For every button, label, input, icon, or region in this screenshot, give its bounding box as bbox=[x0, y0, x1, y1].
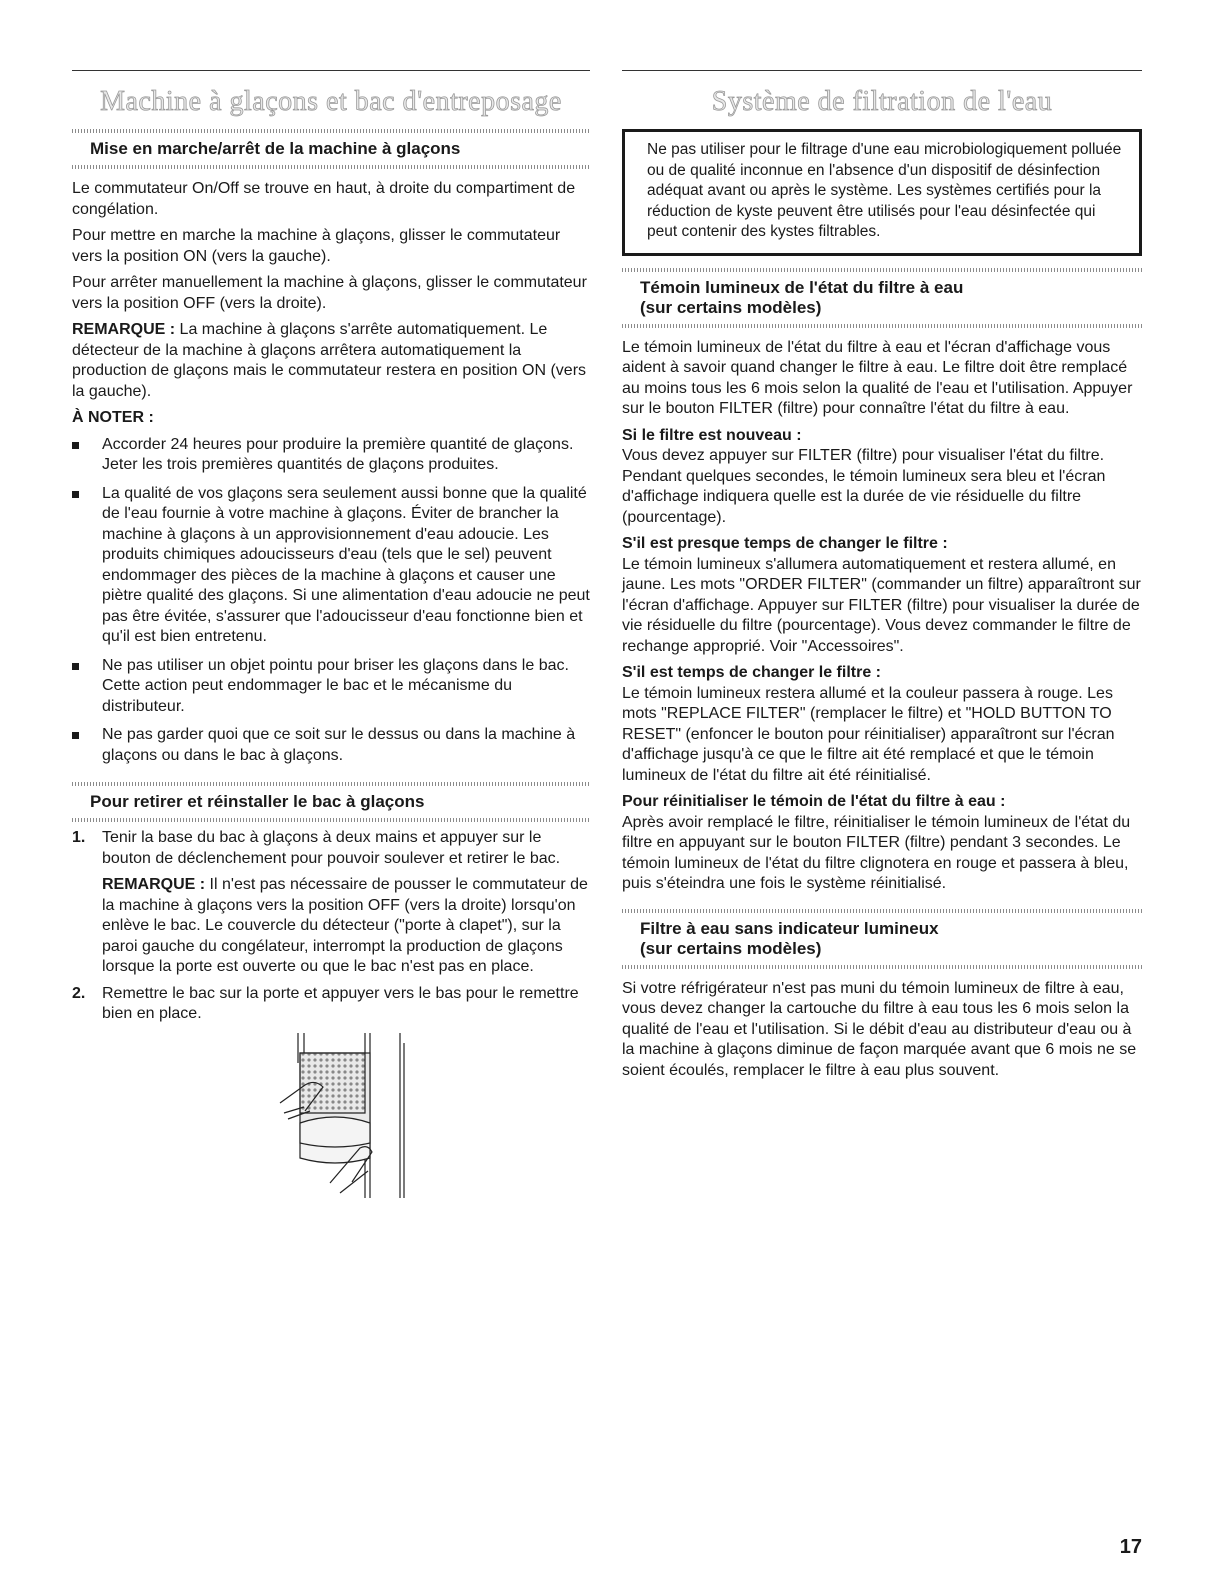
subheading-line: Filtre à eau sans indicateur lumineux bbox=[640, 918, 939, 938]
step-item bbox=[72, 984, 590, 1025]
ice-bin-illustration bbox=[270, 1033, 432, 1198]
paragraph: Le commutateur On/Off se trouve en haut, à droite du compartiment de congélation. bbox=[72, 180, 576, 218]
remarque-paragraph bbox=[102, 875, 590, 978]
hatch-divider bbox=[622, 268, 1142, 272]
subsection-text: Vous devez appuyer sur FILTER (filtre) pour visualiser l'état du filtre. Pendant quelques secondes, le témoin lumineux sera bleu et l'écran d'affichage indiquera quelle est la durée de vie résiduelle du filtre (pourcentage). bbox=[622, 447, 1106, 526]
paragraph: Pour mettre en marche la machine à glaçons, glisser le commutateur vers la position ON (vers la gauche). bbox=[72, 227, 561, 265]
right-column bbox=[622, 70, 1142, 1087]
paragraph: Pour arrêter manuellement la machine à glaçons, glisser le commutateur vers la position OFF (vers la droite). bbox=[72, 274, 587, 312]
step-text: Remettre le bac sur la porte et appuyer vers le bas pour le remettre bien en place. bbox=[102, 984, 579, 1022]
subsection bbox=[622, 792, 1142, 895]
subsection-label: Si le filtre est nouveau : bbox=[622, 426, 802, 444]
hatch-divider bbox=[72, 129, 590, 133]
subsection-text: Le témoin lumineux s'allumera automatiquement et restera allumé, en jaune. Les mots "ORDER FILTER" (commander un filtre) apparaîtront sur l'écran d'affichage. Appuyer sur FILTER (filtre) pour visualiser la durée de vie résiduelle du filtre (pourcentage). Vous devez commander le filtre de rechange approprié. Voir "Accessoires". bbox=[622, 555, 1141, 655]
subsection bbox=[622, 663, 1142, 786]
hatch-divider bbox=[622, 324, 1142, 328]
subsection bbox=[622, 426, 1142, 529]
hatch-divider bbox=[622, 965, 1142, 969]
subsection-text: Après avoir remplacé le filtre, réinitialiser le témoin lumineux de l'état du filtre en appuyant sur le bouton FILTER (filtre) pendant 3 secondes. Le témoin lumineux de l'état du filtre clignotera en rouge et passera à bleu, puis s'éteindra une fois le système réinitialisé. bbox=[622, 813, 1131, 892]
bullet-list bbox=[72, 435, 590, 767]
subsection bbox=[622, 534, 1142, 657]
step-item bbox=[72, 828, 590, 978]
step-number: 1. bbox=[72, 829, 86, 846]
hatch-divider bbox=[72, 818, 590, 822]
remarque-text: La machine à glaçons s'arrête automatiquement. Le détecteur de la machine à glaçons arrêtera automatiquement la production de glaçons mais le commutateur restera en position ON (vers la gauche). bbox=[72, 321, 587, 400]
list-item: La qualité de vos glaçons sera seulement aussi bonne que la qualité de l'eau fournie à votre machine à glaçons. Éviter de brancher la machine à glaçons à un approvisionnement d'eau adoucie. Les produits chimiques adoucisseurs d'eau (tels que le sel) peuvent endommager des pièces de la machine à glaçons et causer une piètre qualité des glaçons. Si une alimentation d'eau adoucie ne peut pas être évitée, s'assurer que l'adoucisseur d'eau fonctionne bien et qu'il est bien entretenu. bbox=[72, 484, 590, 648]
subheading-on-off: Mise en marche/arrêt de la machine à glaçons bbox=[90, 139, 461, 158]
subheading-line: Témoin lumineux de l'état du filtre à eau bbox=[640, 277, 964, 297]
hatch-divider bbox=[622, 909, 1142, 913]
remarque-label: REMARQUE : bbox=[102, 876, 206, 893]
top-rule bbox=[72, 70, 590, 71]
remarque-text: Il n'est pas nécessaire de pousser le commutateur de la machine à glaçons vers la position OFF (vers la droite) lorsqu'on enlève le bac. Le couvercle du détecteur ("porte à clapet"), sur la paroi gauche du congélateur, interrompt la production de glaçons lorsque la porte est ouverte ou que le bac n'est pas en place. bbox=[102, 876, 588, 975]
noter-label: À NOTER : bbox=[72, 409, 154, 426]
section-title-water-filter: Système de filtration de l'eau bbox=[711, 86, 1053, 117]
left-column bbox=[72, 70, 590, 1198]
remarque-label: REMARQUE : bbox=[72, 321, 176, 338]
paragraph: Si votre réfrigérateur n'est pas muni du témoin lumineux de filtre à eau, vous devez changer la cartouche du filtre à eau tous les 6 mois selon la qualité de l'eau et l'utilisation. Si le débit d'eau au distributeur d'eau ou à la machine à glaçons diminue de façon marquée avant que 6 mois ne se soient écoulés, remplacer le filtre à eau plus souvent. bbox=[622, 979, 1137, 1079]
remarque-paragraph bbox=[72, 320, 590, 402]
step-number: 2. bbox=[72, 984, 86, 1002]
subheading-remove-bin: Pour retirer et réinstaller le bac à glaçons bbox=[90, 792, 425, 811]
subheading-no-indicator bbox=[640, 919, 1142, 959]
paragraph: Le témoin lumineux de l'état du filtre à eau et l'écran d'affichage vous aident à savoir quand changer le filtre à eau. Le filtre doit être remplacé au moins tous les 6 mois selon la qualité de l'eau et l'utilisation. Appuyer sur le bouton FILTER (filtre) pour connaître l'état du filtre à eau. bbox=[622, 338, 1133, 417]
subsection-text: Le témoin lumineux restera allumé et la couleur passera à rouge. Les mots "REPLACE FILTER" (remplacer le filtre) et "HOLD BUTTON TO RESET" (enfoncer le bouton pour réinitialiser) apparaîtront sur l'écran d'affichage jusqu'à ce que le filtre ait été remplacé et que le témoin lumineux de l'état du filtre ait été réinitialisé. bbox=[622, 684, 1115, 784]
subsection-label: S'il est presque temps de changer le filtre : bbox=[622, 535, 948, 552]
subheading-filter-status bbox=[640, 278, 1142, 318]
hatch-divider bbox=[72, 782, 590, 786]
list-item: Ne pas utiliser un objet pointu pour briser les glaçons dans le bac. Cette action peut endommager le bac et le mécanisme du distributeur. bbox=[72, 656, 590, 718]
top-rule bbox=[622, 70, 1142, 71]
subsection-label: S'il est temps de changer le filtre : bbox=[622, 664, 881, 681]
section-title-ice-maker: Machine à glaçons et bac d'entreposage bbox=[100, 86, 562, 117]
subheading-line: (sur certains modèles) bbox=[640, 938, 822, 958]
subheading-line: (sur certains modèles) bbox=[640, 297, 822, 317]
hatch-divider bbox=[72, 165, 590, 169]
numbered-list bbox=[72, 828, 590, 1025]
warning-box: Ne pas utiliser pour le filtrage d'une eau microbiologiquement polluée ou de qualité inconnue en l'absence d'un dispositif de désinfection adéquat avant ou après le système. Les systèmes certifiés pour la réduction de kyste peuvent être utilisés pour l'eau désinfectée qui peut contenir des kystes filtrables. bbox=[622, 129, 1142, 256]
subsection-label: Pour réinitialiser le témoin de l'état du filtre à eau : bbox=[622, 793, 1006, 810]
step-text: Tenir la base du bac à glaçons à deux mains et appuyer sur le bouton de déclenchement pour pouvoir soulever et retirer le bac. bbox=[102, 829, 561, 867]
list-item: Ne pas garder quoi que ce soit sur le dessus ou dans la machine à glaçons ou dans le bac à glaçons. bbox=[72, 725, 590, 766]
page-number: 17 bbox=[1119, 1536, 1142, 1558]
list-item: Accorder 24 heures pour produire la première quantité de glaçons. Jeter les trois premières quantités de glaçons produites. bbox=[72, 435, 590, 476]
